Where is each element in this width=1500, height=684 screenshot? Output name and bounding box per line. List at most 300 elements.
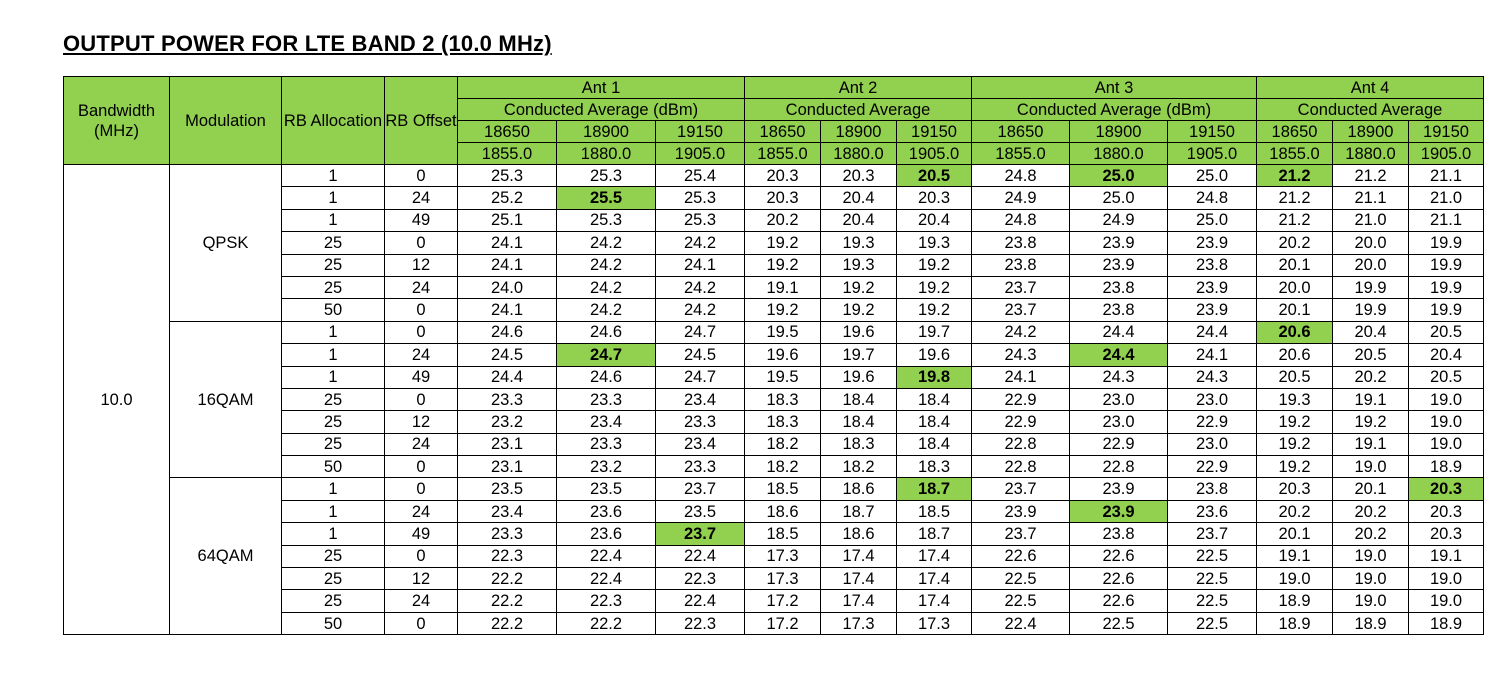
rb-allocation-cell: 50 — [282, 456, 385, 478]
rb-allocation-cell: 25 — [282, 433, 385, 455]
power-cell: 19.2 — [1257, 456, 1333, 478]
power-cell: 18.3 — [745, 411, 821, 433]
power-cell: 23.3 — [656, 411, 745, 433]
header-ant-4: Ant 4 — [1257, 77, 1484, 99]
power-cell: 22.4 — [972, 612, 1070, 634]
header-ant-3: Ant 3 — [972, 77, 1257, 99]
power-cell: 20.3 — [745, 165, 821, 187]
power-cell: 20.2 — [1257, 500, 1333, 522]
power-cell: 24.4 — [1070, 321, 1168, 343]
power-cell: 18.3 — [821, 433, 897, 455]
max-power-cell: 24.7 — [557, 344, 656, 366]
frequency-header: 1880.0 — [557, 143, 656, 165]
power-cell: 19.3 — [821, 254, 897, 276]
power-cell: 23.3 — [557, 388, 656, 410]
max-power-cell: 25.0 — [1070, 165, 1168, 187]
page-title: OUTPUT POWER FOR LTE BAND 2 (10.0 MHz) — [63, 31, 552, 56]
power-cell: 23.8 — [1070, 276, 1168, 298]
rb-offset-cell: 0 — [385, 232, 458, 254]
max-power-cell: 19.8 — [897, 366, 972, 388]
power-cell: 22.8 — [972, 433, 1070, 455]
max-power-cell: 23.9 — [1070, 500, 1168, 522]
power-cell: 23.6 — [1168, 500, 1257, 522]
rb-offset-cell: 49 — [385, 523, 458, 545]
power-cell: 24.7 — [656, 366, 745, 388]
power-cell: 22.9 — [972, 388, 1070, 410]
power-cell: 20.5 — [1409, 366, 1484, 388]
power-cell: 21.2 — [1257, 187, 1333, 209]
power-cell: 23.3 — [557, 433, 656, 455]
power-cell: 19.0 — [1257, 568, 1333, 590]
power-cell: 19.7 — [897, 321, 972, 343]
power-cell: 18.2 — [821, 456, 897, 478]
power-cell: 23.1 — [458, 433, 557, 455]
power-cell: 19.2 — [745, 254, 821, 276]
power-cell: 23.9 — [972, 500, 1070, 522]
power-cell: 20.2 — [745, 209, 821, 231]
power-cell: 22.6 — [972, 545, 1070, 567]
power-cell: 20.2 — [1257, 232, 1333, 254]
power-cell: 22.3 — [458, 545, 557, 567]
power-cell: 23.2 — [557, 456, 656, 478]
power-cell: 19.1 — [1257, 545, 1333, 567]
power-cell: 23.8 — [972, 254, 1070, 276]
rb-offset-cell: 0 — [385, 165, 458, 187]
header-ant-4-subtitle: Conducted Average — [1257, 99, 1484, 121]
power-cell: 25.3 — [557, 209, 656, 231]
rb-offset-cell: 0 — [385, 456, 458, 478]
power-cell: 22.2 — [458, 590, 557, 612]
power-cell: 23.5 — [458, 478, 557, 500]
channel-header: 18650 — [972, 121, 1070, 143]
power-cell: 18.9 — [1333, 612, 1409, 634]
power-cell: 21.2 — [1333, 165, 1409, 187]
power-cell: 25.3 — [656, 209, 745, 231]
rb-allocation-cell: 1 — [282, 321, 385, 343]
rb-offset-cell: 0 — [385, 321, 458, 343]
power-cell: 24.9 — [972, 187, 1070, 209]
rb-offset-cell: 24 — [385, 187, 458, 209]
power-cell: 24.9 — [1070, 209, 1168, 231]
power-cell: 20.3 — [745, 187, 821, 209]
power-cell: 22.4 — [557, 545, 656, 567]
rb-allocation-cell: 1 — [282, 344, 385, 366]
power-cell: 24.6 — [458, 321, 557, 343]
power-cell: 23.7 — [972, 478, 1070, 500]
power-cell: 24.8 — [1168, 187, 1257, 209]
channel-header: 19150 — [656, 121, 745, 143]
rb-offset-cell: 0 — [385, 545, 458, 567]
power-cell: 24.5 — [458, 344, 557, 366]
power-cell: 18.9 — [1409, 456, 1484, 478]
power-cell: 19.2 — [897, 276, 972, 298]
max-power-cell: 23.7 — [656, 523, 745, 545]
power-cell: 21.2 — [1257, 209, 1333, 231]
power-cell: 18.6 — [745, 500, 821, 522]
power-cell: 24.2 — [972, 321, 1070, 343]
power-cell: 17.4 — [821, 545, 897, 567]
rb-allocation-cell: 25 — [282, 276, 385, 298]
output-power-table — [63, 76, 1484, 635]
power-cell: 24.2 — [557, 299, 656, 321]
power-cell: 24.4 — [1168, 321, 1257, 343]
power-cell: 25.0 — [1070, 187, 1168, 209]
power-cell: 24.2 — [656, 232, 745, 254]
power-cell: 20.2 — [1333, 366, 1409, 388]
rb-offset-cell: 24 — [385, 433, 458, 455]
power-cell: 23.7 — [972, 299, 1070, 321]
power-cell: 23.4 — [656, 433, 745, 455]
power-cell: 20.4 — [821, 187, 897, 209]
power-cell: 18.4 — [897, 411, 972, 433]
power-cell: 22.5 — [972, 568, 1070, 590]
channel-header: 18900 — [1070, 121, 1168, 143]
power-cell: 25.0 — [1168, 209, 1257, 231]
power-cell: 18.5 — [897, 500, 972, 522]
power-cell: 24.7 — [656, 321, 745, 343]
power-cell: 23.0 — [1168, 388, 1257, 410]
power-cell: 24.1 — [458, 254, 557, 276]
power-cell: 21.0 — [1333, 209, 1409, 231]
power-cell: 17.4 — [897, 568, 972, 590]
power-cell: 24.8 — [972, 209, 1070, 231]
power-cell: 19.1 — [745, 276, 821, 298]
frequency-header: 1880.0 — [821, 143, 897, 165]
power-cell: 17.2 — [745, 612, 821, 634]
power-cell: 19.9 — [1333, 276, 1409, 298]
rb-allocation-cell: 1 — [282, 209, 385, 231]
power-cell: 17.4 — [821, 590, 897, 612]
power-cell: 22.4 — [656, 590, 745, 612]
power-cell: 25.3 — [656, 187, 745, 209]
power-cell: 19.2 — [745, 299, 821, 321]
power-cell: 22.2 — [458, 568, 557, 590]
power-cell: 19.3 — [821, 232, 897, 254]
channel-header: 18650 — [458, 121, 557, 143]
power-cell: 23.3 — [656, 456, 745, 478]
max-power-cell: 20.3 — [1409, 478, 1484, 500]
power-cell: 24.5 — [656, 344, 745, 366]
power-cell: 24.1 — [656, 254, 745, 276]
power-cell: 23.3 — [458, 523, 557, 545]
power-cell: 19.0 — [1409, 590, 1484, 612]
power-cell: 25.3 — [458, 165, 557, 187]
power-cell: 22.5 — [1168, 590, 1257, 612]
power-cell: 24.3 — [972, 344, 1070, 366]
power-cell: 18.5 — [745, 523, 821, 545]
power-cell: 23.8 — [972, 232, 1070, 254]
power-cell: 23.6 — [557, 523, 656, 545]
power-cell: 22.5 — [1168, 612, 1257, 634]
power-cell: 19.6 — [821, 321, 897, 343]
header-ant-1-subtitle: Conducted Average (dBm) — [458, 99, 745, 121]
power-cell: 24.2 — [557, 276, 656, 298]
power-cell: 19.0 — [1333, 545, 1409, 567]
power-cell: 23.5 — [557, 478, 656, 500]
bandwidth-cell: 10.0 — [64, 165, 170, 635]
power-cell: 21.1 — [1333, 187, 1409, 209]
power-cell: 22.5 — [1070, 612, 1168, 634]
power-cell: 19.0 — [1409, 411, 1484, 433]
rb-offset-cell: 24 — [385, 344, 458, 366]
channel-header: 19150 — [897, 121, 972, 143]
power-cell: 18.9 — [1409, 612, 1484, 634]
power-cell: 20.5 — [1333, 344, 1409, 366]
power-cell: 18.9 — [1257, 590, 1333, 612]
power-cell: 22.6 — [1070, 545, 1168, 567]
rb-offset-cell: 24 — [385, 500, 458, 522]
power-cell: 20.4 — [1409, 344, 1484, 366]
power-cell: 19.2 — [897, 299, 972, 321]
frequency-header: 1905.0 — [1168, 143, 1257, 165]
max-power-cell: 24.4 — [1070, 344, 1168, 366]
header-ant-2-subtitle: Conducted Average — [745, 99, 972, 121]
power-cell: 19.2 — [821, 276, 897, 298]
power-cell: 23.7 — [1168, 523, 1257, 545]
power-cell: 20.1 — [1333, 478, 1409, 500]
rb-allocation-cell: 1 — [282, 366, 385, 388]
power-cell: 22.9 — [1168, 456, 1257, 478]
power-cell: 18.5 — [745, 478, 821, 500]
power-cell: 23.8 — [1070, 523, 1168, 545]
power-cell: 24.3 — [1168, 366, 1257, 388]
channel-header: 18900 — [557, 121, 656, 143]
power-cell: 20.3 — [1409, 500, 1484, 522]
power-cell: 19.0 — [1333, 568, 1409, 590]
power-cell: 22.9 — [1168, 411, 1257, 433]
max-power-cell: 20.6 — [1257, 321, 1333, 343]
power-cell: 25.1 — [458, 209, 557, 231]
modulation-cell: QPSK — [170, 165, 282, 322]
channel-header: 19150 — [1409, 121, 1484, 143]
power-cell: 20.3 — [897, 187, 972, 209]
channel-header: 18900 — [1333, 121, 1409, 143]
power-cell: 24.8 — [972, 165, 1070, 187]
power-cell: 23.9 — [1168, 232, 1257, 254]
power-cell: 17.3 — [745, 545, 821, 567]
rb-allocation-cell: 25 — [282, 590, 385, 612]
frequency-header: 1855.0 — [458, 143, 557, 165]
power-cell: 19.2 — [1333, 411, 1409, 433]
rb-allocation-cell: 25 — [282, 411, 385, 433]
max-power-cell: 21.2 — [1257, 165, 1333, 187]
rb-allocation-cell: 25 — [282, 388, 385, 410]
power-cell: 19.1 — [1333, 388, 1409, 410]
power-cell: 24.2 — [557, 232, 656, 254]
frequency-header: 1880.0 — [1333, 143, 1409, 165]
power-cell: 24.1 — [972, 366, 1070, 388]
power-cell: 23.6 — [557, 500, 656, 522]
power-cell: 20.2 — [1333, 500, 1409, 522]
power-cell: 20.1 — [1257, 254, 1333, 276]
power-cell: 18.2 — [745, 456, 821, 478]
power-cell: 17.2 — [745, 590, 821, 612]
power-cell: 22.6 — [1070, 590, 1168, 612]
power-cell: 17.3 — [897, 612, 972, 634]
power-cell: 23.8 — [1070, 299, 1168, 321]
power-cell: 18.4 — [821, 411, 897, 433]
power-cell: 18.9 — [1257, 612, 1333, 634]
power-cell: 17.4 — [897, 545, 972, 567]
max-power-cell: 18.7 — [897, 478, 972, 500]
frequency-header: 1880.0 — [1070, 143, 1168, 165]
power-cell: 24.2 — [656, 299, 745, 321]
power-cell: 18.6 — [821, 478, 897, 500]
power-cell: 19.5 — [745, 366, 821, 388]
frequency-header: 1905.0 — [897, 143, 972, 165]
header-rb-offset: RB Offset — [385, 77, 458, 165]
power-cell: 22.4 — [557, 568, 656, 590]
power-cell: 24.2 — [557, 254, 656, 276]
power-cell: 19.3 — [897, 232, 972, 254]
rb-allocation-cell: 1 — [282, 478, 385, 500]
power-cell: 20.4 — [897, 209, 972, 231]
power-cell: 19.6 — [745, 344, 821, 366]
power-cell: 25.4 — [656, 165, 745, 187]
power-cell: 19.2 — [897, 254, 972, 276]
rb-offset-cell: 24 — [385, 276, 458, 298]
power-cell: 22.5 — [1168, 545, 1257, 567]
power-cell: 23.3 — [458, 388, 557, 410]
power-cell: 23.2 — [458, 411, 557, 433]
frequency-header: 1855.0 — [1257, 143, 1333, 165]
rb-offset-cell: 0 — [385, 478, 458, 500]
power-cell: 22.8 — [972, 456, 1070, 478]
header-ant-3-subtitle: Conducted Average (dBm) — [972, 99, 1257, 121]
rb-allocation-cell: 1 — [282, 187, 385, 209]
power-cell: 23.4 — [458, 500, 557, 522]
power-cell: 24.1 — [458, 299, 557, 321]
power-cell: 23.7 — [972, 276, 1070, 298]
power-cell: 24.1 — [458, 232, 557, 254]
power-cell: 19.2 — [745, 232, 821, 254]
power-cell: 19.9 — [1409, 299, 1484, 321]
power-cell: 18.4 — [897, 388, 972, 410]
power-cell: 23.0 — [1168, 433, 1257, 455]
power-cell: 19.0 — [1409, 568, 1484, 590]
power-cell: 20.3 — [1409, 523, 1484, 545]
channel-header: 18650 — [1257, 121, 1333, 143]
rb-offset-cell: 12 — [385, 568, 458, 590]
power-cell: 18.4 — [897, 433, 972, 455]
power-cell: 23.9 — [1168, 299, 1257, 321]
power-cell: 22.3 — [656, 568, 745, 590]
frequency-header: 1905.0 — [656, 143, 745, 165]
rb-offset-cell: 12 — [385, 254, 458, 276]
power-cell: 19.2 — [1257, 433, 1333, 455]
rb-allocation-cell: 25 — [282, 568, 385, 590]
power-cell: 22.2 — [557, 612, 656, 634]
channel-header: 19150 — [1168, 121, 1257, 143]
table-body — [64, 165, 1484, 635]
power-cell: 19.3 — [1257, 388, 1333, 410]
rb-offset-cell: 0 — [385, 612, 458, 634]
rb-allocation-cell: 25 — [282, 545, 385, 567]
rb-allocation-cell: 50 — [282, 299, 385, 321]
power-cell: 20.5 — [1257, 366, 1333, 388]
power-cell: 20.0 — [1257, 276, 1333, 298]
power-cell: 20.1 — [1257, 299, 1333, 321]
header-bandwidth: Bandwidth (MHz) — [64, 77, 170, 165]
table-row — [64, 321, 1484, 343]
power-cell: 23.9 — [1168, 276, 1257, 298]
power-cell: 25.3 — [557, 165, 656, 187]
power-cell: 19.7 — [821, 344, 897, 366]
frequency-header: 1855.0 — [745, 143, 821, 165]
modulation-cell: 16QAM — [170, 321, 282, 478]
power-cell: 19.1 — [1409, 545, 1484, 567]
power-cell: 23.4 — [557, 411, 656, 433]
power-cell: 18.2 — [745, 433, 821, 455]
power-cell: 17.4 — [897, 590, 972, 612]
power-cell: 22.4 — [656, 545, 745, 567]
power-cell: 19.6 — [821, 366, 897, 388]
power-cell: 19.0 — [1333, 590, 1409, 612]
rb-allocation-cell: 1 — [282, 523, 385, 545]
power-cell: 18.6 — [821, 523, 897, 545]
table-row — [64, 165, 1484, 187]
table-row — [64, 478, 1484, 500]
rb-offset-cell: 0 — [385, 388, 458, 410]
power-cell: 19.0 — [1409, 433, 1484, 455]
power-cell: 19.9 — [1409, 276, 1484, 298]
rb-offset-cell: 12 — [385, 411, 458, 433]
frequency-header: 1855.0 — [972, 143, 1070, 165]
rb-allocation-cell: 25 — [282, 232, 385, 254]
power-cell: 23.1 — [458, 456, 557, 478]
power-cell: 23.9 — [1070, 232, 1168, 254]
rb-allocation-cell: 1 — [282, 500, 385, 522]
power-cell: 19.9 — [1409, 254, 1484, 276]
power-cell: 23.8 — [1168, 478, 1257, 500]
power-cell: 24.2 — [656, 276, 745, 298]
power-cell: 21.1 — [1409, 209, 1484, 231]
power-cell: 22.3 — [656, 612, 745, 634]
power-cell: 20.0 — [1333, 254, 1409, 276]
power-cell: 18.7 — [897, 523, 972, 545]
power-cell: 20.3 — [821, 165, 897, 187]
power-cell: 19.9 — [1333, 299, 1409, 321]
power-cell: 20.4 — [1333, 321, 1409, 343]
channel-header: 18650 — [745, 121, 821, 143]
power-cell: 22.3 — [557, 590, 656, 612]
rb-allocation-cell: 50 — [282, 612, 385, 634]
power-cell: 17.3 — [821, 612, 897, 634]
power-cell: 23.0 — [1070, 411, 1168, 433]
power-cell: 23.9 — [1070, 478, 1168, 500]
power-cell: 22.2 — [458, 612, 557, 634]
power-cell: 24.0 — [458, 276, 557, 298]
rb-offset-cell: 0 — [385, 299, 458, 321]
header-rb-allocation: RB Allocation — [282, 77, 385, 165]
power-cell: 23.7 — [656, 478, 745, 500]
rb-allocation-cell: 25 — [282, 254, 385, 276]
header-ant-1: Ant 1 — [458, 77, 745, 99]
rb-allocation-cell: 1 — [282, 165, 385, 187]
power-cell: 22.9 — [972, 411, 1070, 433]
power-cell: 20.3 — [1257, 478, 1333, 500]
header-modulation: Modulation — [170, 77, 282, 165]
power-cell: 17.3 — [745, 568, 821, 590]
power-cell: 23.0 — [1070, 388, 1168, 410]
channel-header: 18900 — [821, 121, 897, 143]
modulation-cell: 64QAM — [170, 478, 282, 635]
power-cell: 24.1 — [1168, 344, 1257, 366]
power-cell: 17.4 — [821, 568, 897, 590]
power-cell: 24.6 — [557, 366, 656, 388]
rb-offset-cell: 24 — [385, 590, 458, 612]
power-cell: 25.2 — [458, 187, 557, 209]
